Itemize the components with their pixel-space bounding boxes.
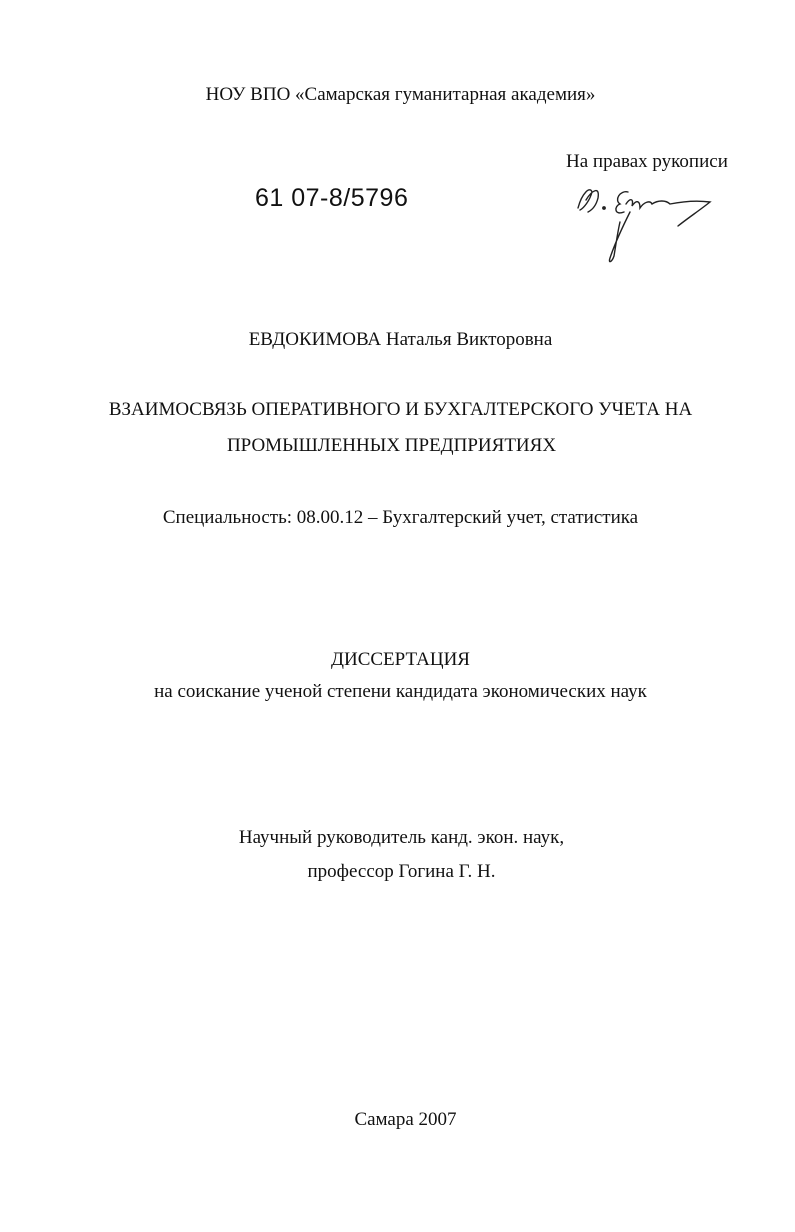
signature <box>570 178 730 268</box>
supervisor-line-1: Научный руководитель канд. экон. наук, <box>238 827 565 848</box>
author-name: ЕВДОКИМОВА Наталья Викторовна <box>248 329 553 350</box>
degree-description: на соискание ученой степени кандидата экономических наук <box>154 681 647 702</box>
supervisor-line-2: профессор Гогина Г. Н. <box>307 861 496 882</box>
catalog-number: 61 07-8/5796 <box>255 184 409 212</box>
place-year: Самара 2007 <box>354 1109 457 1130</box>
dissertation-title-line-2: ПРОМЫШЛЕННЫХ ПРЕДПРИЯТИЯХ <box>226 435 557 456</box>
manuscript-note: На правах рукописи <box>566 151 728 172</box>
dissertation-title-line-1: ВЗАИМОСВЯЗЬ ОПЕРАТИВНОГО И БУХГАЛТЕРСКОГО УЧЕТА НА <box>108 399 693 420</box>
specialty: Специальность: 08.00.12 – Бухгалтерский учет, статистика <box>162 507 639 528</box>
institution-name: НОУ ВПО «Самарская гуманитарная академия» <box>205 84 596 105</box>
document-type: ДИССЕРТАЦИЯ <box>331 649 470 670</box>
